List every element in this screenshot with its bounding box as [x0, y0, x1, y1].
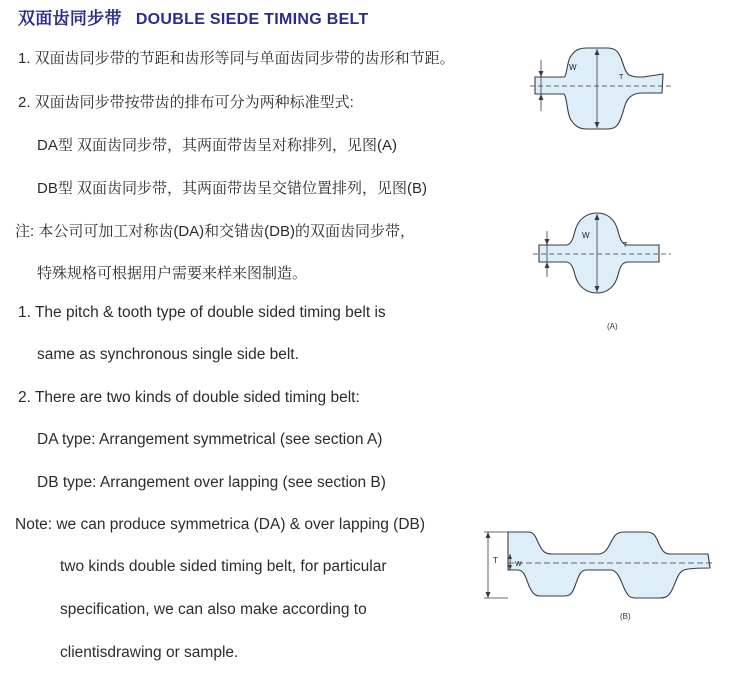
belt-profile — [539, 213, 659, 293]
title-cn: 双面齿同步带 — [18, 9, 122, 28]
cn-db-type: DB型 双面齿同步带，其两面带齿呈交错位置排列，见图(B) — [37, 180, 428, 197]
w-label: W — [582, 231, 590, 240]
en-note-cont-1: two kinds double sided timing belt, for particular — [60, 558, 387, 575]
cn-da-type: DA型 双面齿同步带，其两面带齿呈对称排列，见图(A) — [37, 137, 398, 154]
t-label: T — [623, 242, 628, 249]
belt-profile — [508, 532, 710, 598]
en-item-1-cont: same as synchronous single side belt. — [37, 346, 299, 363]
en-note-cont-2: specification, we can also make according to — [60, 601, 367, 618]
t-arrow-bottom — [539, 94, 544, 100]
cn-note: 注: 本公司可加工对称齿(DA)和交错齿(DB)的双面齿同步带， — [15, 223, 415, 240]
belt-profile — [535, 48, 663, 129]
cn-item-2: 2. 双面齿同步带按带齿的排布可分为两种标准型式: — [18, 94, 354, 111]
t-arrow-top — [545, 239, 550, 245]
figure-a-caption: (A) — [607, 322, 618, 331]
en-item-2: 2. There are two kinds of double sided timing belt: — [18, 389, 360, 406]
w-label: W — [569, 63, 577, 72]
w-label: W — [515, 561, 522, 568]
figure-a1-da-profile — [525, 38, 675, 138]
cn-note-cont: 特殊规格可根据用户需要来样来图制造。 — [37, 265, 308, 282]
figure-b-db-profile — [478, 520, 718, 610]
en-db-type: DB type: Arrangement over lapping (see section B) — [37, 474, 386, 491]
en-note-cont-3: clientisdrawing or sample. — [60, 644, 239, 661]
figure-b-caption: (B) — [620, 612, 631, 621]
t-label: T — [619, 74, 624, 81]
t-arrow-top — [539, 71, 544, 77]
figure-a2-da-profile — [525, 205, 675, 305]
title-en: DOUBLE SIEDE TIMING BELT — [135, 11, 369, 28]
cn-item-1: 1. 双面齿同步带的节距和齿形等同与单面齿同步带的齿形和节距。 — [18, 50, 455, 67]
t-arrow-bottom — [486, 592, 491, 598]
page-title — [18, 4, 369, 29]
en-item-1: 1. The pitch & tooth type of double sided timing belt is — [18, 304, 386, 321]
t-arrow-top — [486, 532, 491, 538]
t-arrow-bottom — [545, 262, 550, 268]
t-label: T — [493, 556, 498, 565]
en-note: Note: we can produce symmetrica (DA) & over lapping (DB) — [15, 516, 426, 533]
en-da-type: DA type: Arrangement symmetrical (see section A) — [37, 431, 383, 448]
